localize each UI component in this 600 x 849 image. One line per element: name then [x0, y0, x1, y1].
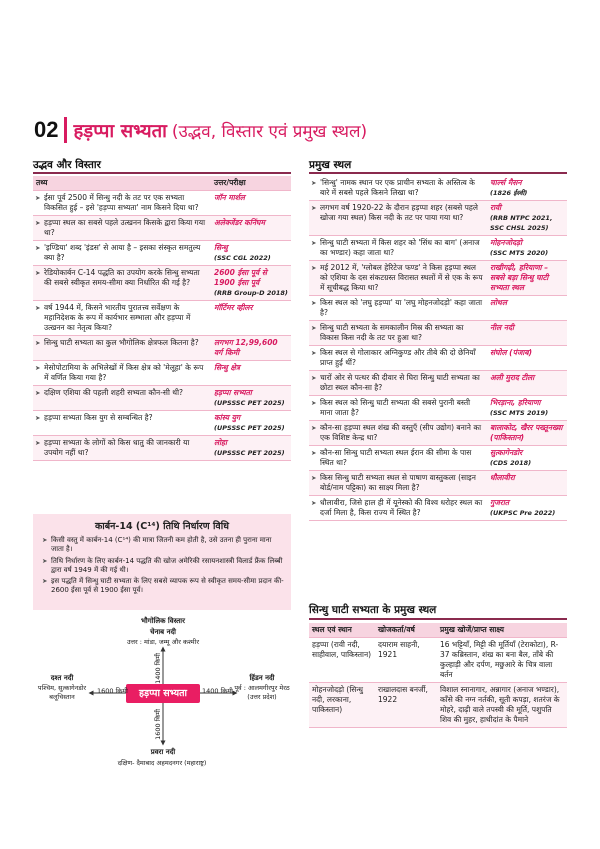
carbon-point: ➤ इस पद्धति में सिन्धु घाटी सभ्यता के लिए सबसे व्यापक रूप से स्वीकृत समय-सीमा प्रदान की- 2600 ईसा पूर्व से 1900 ईसा पूर्व। — [42, 577, 285, 596]
answer-cell — [487, 176, 567, 201]
table-row — [33, 301, 291, 336]
north-river: चेनाब नदी — [150, 628, 176, 636]
answer-text: सिन्धु क्षेत्र — [214, 363, 240, 372]
answer-text: मोहनजोदड़ो — [490, 238, 523, 247]
east-river: हिंडन नदी — [249, 674, 275, 682]
column-header: खोजकर्ता/वर्ष — [375, 623, 437, 638]
answer-text: मॉर्टिमर व्हीलर — [214, 303, 253, 312]
table-row — [33, 191, 291, 216]
answer-cell — [211, 436, 291, 461]
north-distance: 1400 किमी — [154, 653, 162, 684]
left-section-heading: उद्भव और विस्तार — [33, 159, 101, 171]
sites-table — [309, 176, 567, 521]
table-row — [309, 346, 567, 371]
answer-cell — [211, 411, 291, 436]
east-distance: 1400 किमी — [202, 687, 233, 695]
answer-cell — [211, 216, 291, 241]
column-header: प्रमुख खोजें/प्राप्त साक्ष्य — [437, 623, 567, 638]
east-place: पूर्व : आलमगीरपुर मेरठ (उत्तर प्रदेश) — [234, 684, 290, 701]
answer-text: हड़प्पा सभ्यता — [214, 388, 252, 397]
exam-reference: (UPSSSC PET 2025) — [214, 399, 285, 407]
site-cell: हड़प्पा (रावी नदी, साहीवाल, पाकिस्तान) — [309, 638, 375, 683]
major-sites-rule — [309, 618, 567, 620]
table-row — [33, 216, 291, 241]
table-row — [33, 336, 291, 361]
carbon-box-title: कार्बन-14 (C¹⁴) तिथि निर्धारण विधि — [94, 521, 230, 532]
fact-cell: ➤ किस स्थल से गोलाकार अग्निकुण्ड और तीबे की दो छेनियाँ प्राप्त हुईं थीं? — [309, 346, 487, 371]
answer-text: धौलावीरा — [490, 473, 515, 482]
fact-cell: ➤ किस स्थल को 'लघु हड़प्पा' या 'लघु मोहनजोदड़ो' कहा जाता है? — [309, 296, 487, 321]
carbon-dating-box — [33, 514, 291, 610]
diagram-hub: हड़प्पा सभ्यता — [126, 684, 200, 703]
answer-cell — [211, 266, 291, 301]
exam-reference: (SSC MTS 2019) — [490, 409, 549, 417]
fact-cell: ➤ वर्ष 1944 में, किसने भारतीय पुरातत्त्व सर्वेक्षण के महानिदेशक के रूप में कार्यभार सम्भाला और हड़प्पा में उत्खनन का नेतृत्व किया? — [33, 301, 211, 336]
answer-text: सिन्धु — [214, 243, 228, 252]
south-distance: 1600 किमी — [154, 709, 162, 740]
exam-reference: (SSC CGL 2022) — [214, 254, 271, 262]
answer-text: राखीगढ़ी, हरियाणा – सबसे बड़ा सिन्धु घाटी सभ्यता स्थल — [490, 263, 549, 292]
table-row — [309, 683, 567, 728]
exam-reference: (UPSSSC PET 2025) — [214, 424, 285, 432]
fact-cell: ➤ रेडियोकार्बन C-14 पद्धति का उपयोग करके सिन्धु सभ्यता की सबसे स्वीकृत समय-सीमा क्या निर्धारित की गई है? — [33, 266, 211, 301]
answer-cell — [487, 346, 567, 371]
chapter-number: 02 — [34, 117, 59, 142]
fact-cell: ➤ मई 2012 में, 'ग्लोबल हेरिटेज फण्ड' ने किस हड़प्पा स्थल को एशिया के दस संकटग्रस्त विरासत स्थलों में से एक के रूप में सूचीबद्ध किया था? — [309, 261, 487, 296]
chapter-subtitle: (उद्भव, विस्तार एवं प्रमुख स्थल) — [171, 121, 368, 142]
right-section-rule — [309, 172, 567, 174]
fact-cell: ➤ लगभग वर्ष 1920-22 के दौरान हड़प्पा शहर (सबसे पहले खोजा गया स्थल) किस नदी के तट पर पाया गया था? — [309, 201, 487, 236]
answer-text: अली मुराद टीला — [490, 373, 535, 382]
answer-text: संघोल (पंजाब) — [490, 348, 533, 357]
discoverer-cell: राखालदास बनर्जी, 1922 — [375, 683, 437, 728]
answer-text: नील नदी — [490, 323, 514, 332]
south-river: प्रवरा नदी — [150, 748, 176, 756]
right-section-heading: प्रमुख स्थल — [309, 159, 352, 171]
findings-cell: 16 भट्टियाँ, मिट्टी की मूर्तियाँ (टेराकोटा), R-37 कब्रिस्तान, शंख का बना बैल, ताँबे की कुल्हाड़ी और दर्पण, मछुआरे के चित्र वाला बर्तन — [437, 638, 567, 683]
discoverer-cell: दयाराम साहनी, 1921 — [375, 638, 437, 683]
answer-cell — [211, 301, 291, 336]
table-row — [309, 471, 567, 496]
west-distance: 1600 किमी — [97, 687, 128, 695]
fact-cell: ➤ किस स्थल को सिन्धु घाटी सभ्यता की सबसे पुरानी बस्ती माना जाता है? — [309, 396, 487, 421]
findings-cell: विशाल स्नानागार, अन्नागार (अनाज भण्डार), काँसे की नग्न नर्तकी, सूती कपड़ा, शतरंज के मोहरे, दाढ़ी वाले तपस्वी की मूर्ति, पशुपति शिव की मुहर, हाथीदांत के पैमाने — [437, 683, 567, 728]
answer-text: चार्ल्स मैसन — [490, 178, 522, 187]
answer-text: भिरड़ाना, हरियाणा — [490, 398, 541, 407]
carbon-point: ➤ तिथि निर्धारण के लिए कार्बन-14 पद्धति की खोज अमेरिकी रसायनशास्त्री विलार्ड फ्रैंक लिब्बी द्वारा वर्ष 1949 में की गई थी। — [42, 557, 285, 576]
fact-cell: ➤ हड़प्पा स्थल का सबसे पहले उत्खनन किसके द्वारा किया गया था? — [33, 216, 211, 241]
answer-cell — [487, 496, 567, 521]
fact-cell: ➤ कौन-सा सिन्धु घाटी सभ्यता स्थल ईरान की सीमा के पास स्थित था? — [309, 446, 487, 471]
table-row — [33, 361, 291, 386]
exam-reference: (CDS 2018) — [490, 459, 532, 467]
answer-cell — [211, 361, 291, 386]
table-row — [309, 371, 567, 396]
major-sites-table — [309, 623, 567, 728]
table-row — [309, 321, 567, 346]
site-cell: मोहनजोदड़ो (सिन्धु नदी, लरकाना, पाकिस्तान) — [309, 683, 375, 728]
table-row — [309, 421, 567, 446]
chapter-divider — [64, 117, 67, 143]
answer-cell — [211, 336, 291, 361]
table-row — [309, 396, 567, 421]
answer-cell — [487, 321, 567, 346]
table-row — [33, 436, 291, 461]
diagram-title: भौगोलिक विस्तार — [141, 617, 185, 625]
answer-cell — [487, 471, 567, 496]
answer-cell — [211, 386, 291, 411]
origin-table — [33, 176, 291, 461]
answer-text: रावी — [490, 203, 502, 212]
answer-text: लोथल — [490, 298, 507, 307]
answer-text: अलेक्जेंडर कनिंघम — [214, 218, 265, 227]
fact-cell: ➤ कौन-सा हड़प्पा स्थल शंख की वस्तुएँ (सीप उद्योग) बनाने का एक विशिष्ट केन्द्र था? — [309, 421, 487, 446]
answer-text: जॉन मार्शल — [214, 193, 245, 202]
table-row — [309, 296, 567, 321]
answer-text: लगभग 12,99,600 वर्ग किमी — [214, 338, 278, 357]
fact-cell: ➤ सिन्धु घाटी सभ्यता में किस शहर को 'सिंध का बाग' (अनाज का भण्डार) कहा जाता था? — [309, 236, 487, 261]
answer-cell — [211, 241, 291, 266]
fact-cell: ➤ सिन्धु घाटी सभ्यता का कुल भौगोलिक क्षेत्रफल कितना है? — [33, 336, 211, 361]
chapter-title: हड़प्पा सभ्यता — [73, 120, 167, 142]
fact-cell: ➤ 'सिन्धु' नामक स्थान पर एक प्राचीन सभ्यता के अस्तित्व के बारे में सबसे पहले किसने लिखा था? — [309, 176, 487, 201]
west-river: दश्त नदी — [50, 674, 74, 682]
table-row — [33, 266, 291, 301]
fact-cell: ➤ चारों ओर से पत्थर की दीवार से घिरा सिन्धु घाटी सभ्यता का छोटा स्थल कौन-सा है? — [309, 371, 487, 396]
table-row — [33, 386, 291, 411]
exam-reference: (1826 ईस्वी) — [490, 189, 528, 197]
chapter-header — [34, 113, 574, 147]
fact-cell: ➤ हड़प्पा सभ्यता किस युग से सम्बन्धित है? — [33, 411, 211, 436]
west-place: पश्चिम, सुत्कागेनडोर बलूचिस्तान — [37, 684, 87, 701]
north-place: उत्तर : मांडा, जम्मू और कश्मीर — [127, 638, 199, 646]
fact-cell: ➤ 'इण्डिया' शब्द 'इंडस' से आया है – इसका संस्कृत समतुल्य क्या है? — [33, 241, 211, 266]
table-row — [309, 446, 567, 471]
exam-reference: (RRB NTPC 2021, SSC CHSL 2025) — [490, 214, 553, 232]
fact-cell: ➤ सिन्धु घाटी सभ्यता के समकालीन मिस्र की सभ्यता का विकास किस नदी के तट पर हुआ था? — [309, 321, 487, 346]
answer-cell — [487, 296, 567, 321]
fact-cell: ➤ ईसा पूर्व 2500 में सिन्धु नदी के तट पर एक सभ्यता विकसित हुई – इसे 'हड़प्पा सभ्यता' नाम किसने दिया था? — [33, 191, 211, 216]
column-header: स्थल एवं स्थान — [309, 623, 375, 638]
column-header: तथ्य — [33, 176, 211, 191]
answer-text: 2600 ईसा पूर्व से 1900 ईसा पूर्व — [214, 268, 267, 287]
answer-text: कांस्य युग — [214, 413, 241, 422]
answer-cell — [487, 236, 567, 261]
table-row — [33, 241, 291, 266]
answer-text: लोहा — [214, 438, 227, 447]
fact-cell: ➤ हड़प्पा सभ्यता के लोगों को किस धातु की जानकारी या उपयोग नहीं था? — [33, 436, 211, 461]
answer-text: बालाकोट, खैरर पख्तूनख्वा (पाकिस्तान) — [490, 423, 563, 442]
table-row — [309, 201, 567, 236]
fact-cell: ➤ किस सिन्धु घाटी सभ्यता स्थल से पाषाण वास्तुकला (साइन बोर्ड/नाम पट्टिका) का साक्ष्य मिला है? — [309, 471, 487, 496]
answer-cell — [487, 371, 567, 396]
major-sites-heading: सिन्धु घाटी सभ्यता के प्रमुख स्थल — [309, 604, 437, 616]
answer-cell — [487, 261, 567, 296]
answer-cell — [487, 421, 567, 446]
exam-reference: (UPSSSC PET 2025) — [214, 449, 285, 457]
fact-cell: ➤ धौलावीरा, जिसे हाल ही में यूनेस्को की विश्व धरोहर स्थल का दर्जा मिला है, किस राज्य में स्थित है? — [309, 496, 487, 521]
answer-cell — [211, 191, 291, 216]
fact-cell: ➤ दक्षिण एशिया की पहली शहरी सभ्यता कौन-सी थी? — [33, 386, 211, 411]
table-row — [309, 176, 567, 201]
carbon-point: ➤ किसी वस्तु में कार्बन-14 (C¹⁴) की मात्रा जितनी कम होती है, उसे उतना ही पुराना माना जाता है। — [42, 536, 285, 555]
table-row — [309, 261, 567, 296]
table-row — [309, 638, 567, 683]
answer-text: सुत्कागेनडोर — [490, 448, 523, 457]
table-row — [33, 411, 291, 436]
column-header: उत्तर/परीक्षा — [211, 176, 291, 191]
answer-cell — [487, 201, 567, 236]
fact-cell: ➤ मेसोपोटामिया के अभिलेखों में किस क्षेत्र को 'मेलूहा' के रूप में वर्णित किया गया है? — [33, 361, 211, 386]
left-section-rule — [33, 172, 291, 174]
exam-reference: (RRB Group-D 2018) — [214, 289, 288, 297]
exam-reference: (SSC MTS 2020) — [490, 249, 549, 257]
exam-reference: (UKPSC Pre 2022) — [490, 509, 556, 517]
table-row — [309, 496, 567, 521]
answer-cell — [487, 446, 567, 471]
answer-cell — [487, 396, 567, 421]
answer-text: गुजरात — [490, 498, 510, 507]
table-row — [309, 236, 567, 261]
south-place: दक्षिण- दैमाबाद अहमदनगर (महाराष्ट्र) — [117, 759, 207, 767]
geography-diagram — [33, 613, 291, 800]
